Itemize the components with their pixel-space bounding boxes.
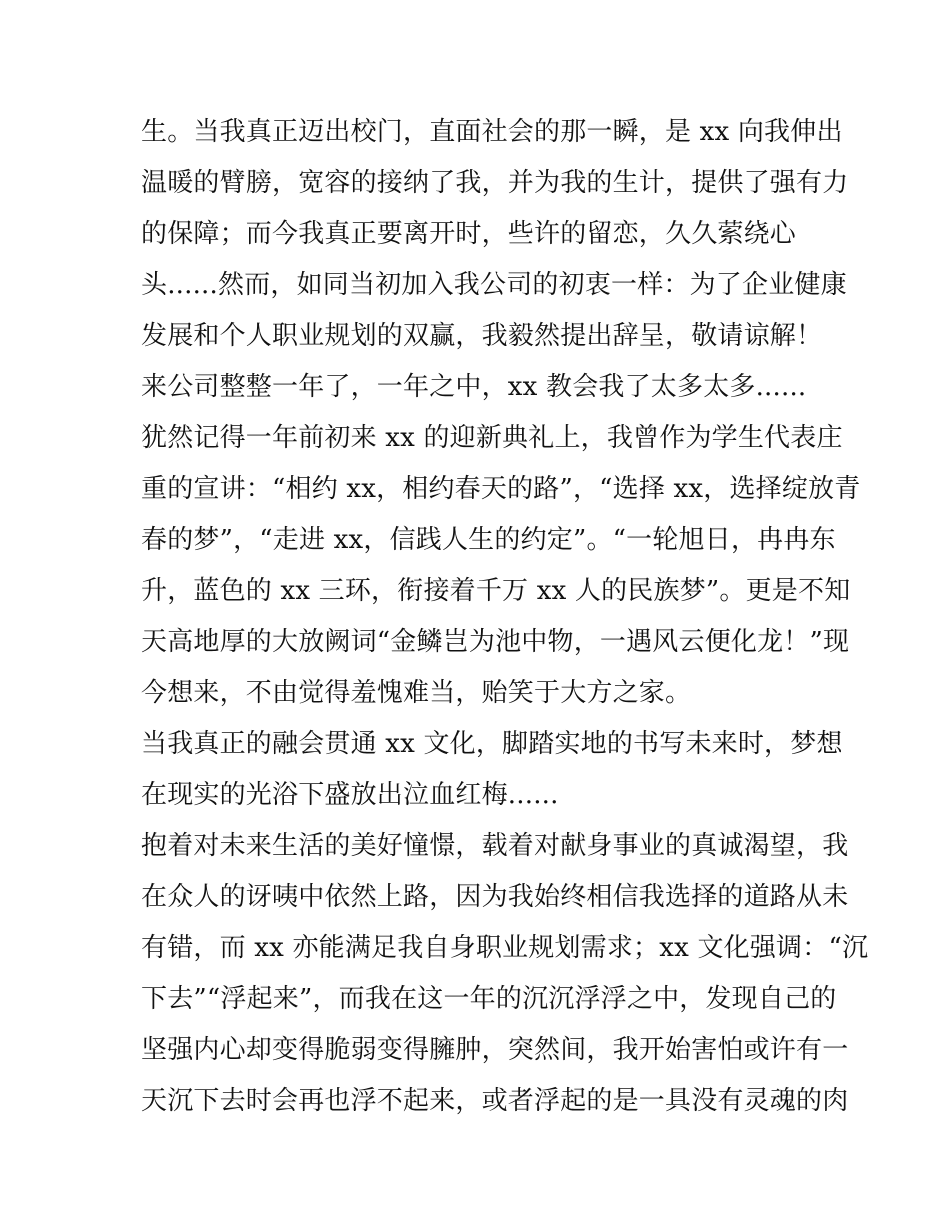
text-line: 在众人的讶咦中依然上路，因为我始终相信我选择的道路从未 bbox=[141, 882, 849, 912]
text-line: 今想来，不由觉得羞愧难当，贻笑于大方之家。 bbox=[141, 678, 692, 708]
text-line: 有错，而 xx 亦能满足我自身职业规划需求；xx 文化强调：“沉 bbox=[141, 933, 869, 963]
text-line: 在现实的光浴下盛放出泣血红梅...... bbox=[141, 780, 559, 810]
text-line: 重的宣讲：“相约 xx，相约春天的路”，“选择 xx，选择绽放青 bbox=[141, 474, 861, 504]
text-line: 当我真正的融会贯通 xx 文化，脚踏实地的书写未来时，梦想 bbox=[141, 729, 843, 759]
text-line: 坚强内心却变得脆弱变得臃肿，突然间，我开始害怕或许有一 bbox=[141, 1035, 849, 1065]
text-line: 下去”“浮起来”，而我在这一年的沉沉浮浮之中，发现自己的 bbox=[141, 984, 837, 1014]
text-line: 天高地厚的大放阙词“金鳞岂为池中物，一遇风云便化龙！”现 bbox=[141, 627, 850, 657]
body-text bbox=[141, 107, 869, 1127]
text-line: 发展和个人职业规划的双赢，我毅然提出辞呈，敬请谅解！ bbox=[141, 321, 823, 351]
text-line: 的保障；而今我真正要离开时，些许的留恋，久久萦绕心 bbox=[141, 219, 797, 249]
text-line: 犹然记得一年前初来 xx 的迎新典礼上，我曾作为学生代表庄 bbox=[141, 423, 843, 453]
text-line: 来公司整整一年了，一年之中，xx 教会我了太多太多...... bbox=[141, 372, 807, 402]
text-line: 头......然而，如同当初加入我公司的初衷一样：为了企业健康 bbox=[141, 270, 847, 300]
text-line: 抱着对未来生活的美好憧憬，载着对献身事业的真诚渴望，我 bbox=[141, 831, 849, 861]
text-line: 天沉下去时会再也浮不起来，或者浮起的是一具没有灵魂的肉 bbox=[141, 1086, 849, 1116]
text-line: 升，蓝色的 xx 三环，衔接着千万 xx 人的民族梦”。更是不知 bbox=[141, 576, 851, 606]
text-line: 春的梦”，“走进 xx，信践人生的约定”。“一轮旭日，冉冉东 bbox=[141, 525, 836, 555]
text-line: 生。当我真正迈出校门，直面社会的那一瞬，是 xx 向我伸出 bbox=[141, 117, 843, 147]
text-line: 温暖的臂膀，宽容的接纳了我，并为我的生计，提供了强有力 bbox=[141, 168, 849, 198]
